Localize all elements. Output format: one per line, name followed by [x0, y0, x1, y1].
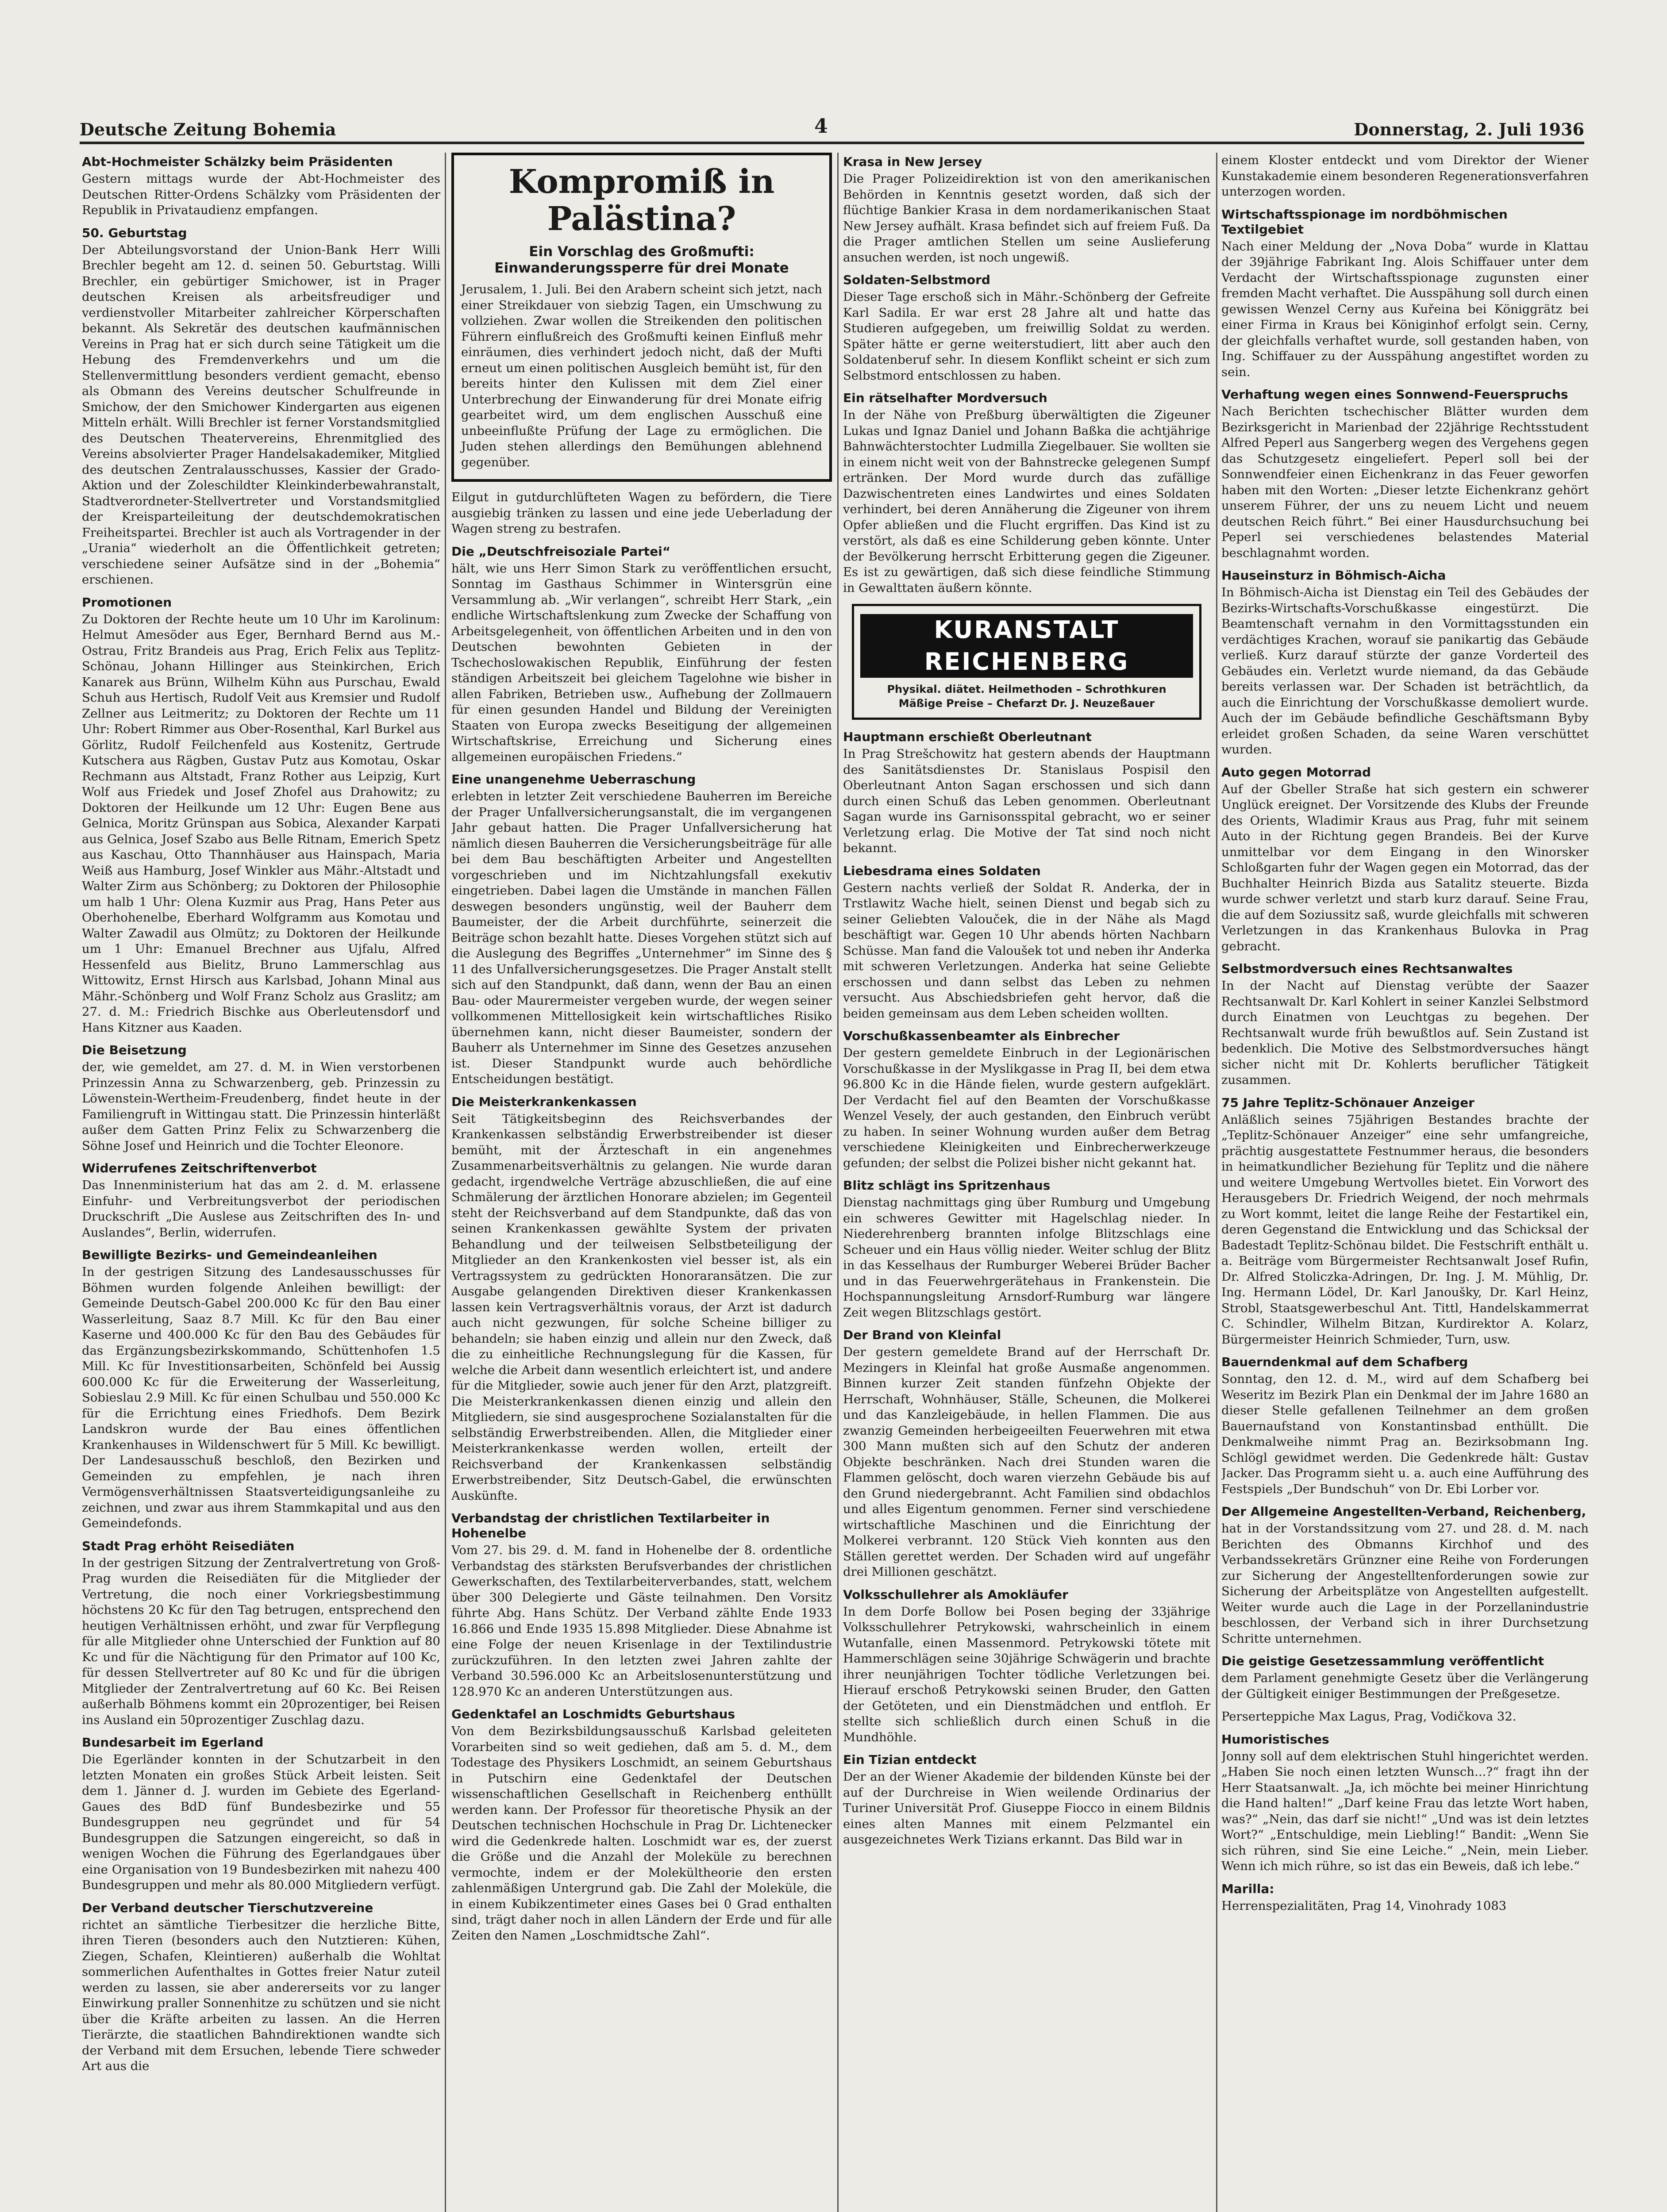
page-number: 4: [814, 115, 828, 138]
column-divider: [1216, 153, 1217, 2212]
ad-title: KURANSTALT REICHENBERG: [860, 614, 1193, 678]
article-body: Von dem Bezirksbildungsausschuß Karlsbad geleiteten Vorarbeiten sind so weit gediehen, daß am 5. d. M., dem Todestage des Physikers Loschmidt, an seinem Geburtshaus in Putschirn eine Gedenktafel der Deutschen wissenschaftlichen Gesellschaft in Reichenberg enthüllt werden kann. Der Professor für theoretische Physik an der Deutschen technischen Hochschule in Prag Dr. Lichtenecker wird die Gedenkrede halten. Loschmidt war es, der zuerst die Größe und die Anzahl der Moleküle zu berechnen vermochte, indem er der Molekültheorie den ersten zahlenmäßigen Untergrund gab. Die Zahl der Moleküle, die in einem Kubikzentimeter eines Gases bei 0 Grad enthalten sind, trägt daher noch in allen Ländern der Erde und für alle Zeiten den Namen „Loschmidtsche Zahl“.: [451, 1724, 832, 1943]
advertisement-kuranstalt: [852, 604, 1201, 720]
article-headline: Ein rätselhafter Mordversuch: [843, 391, 1047, 405]
column-4: [1221, 153, 1589, 2212]
article-body: Vom 27. bis 29. d. M. fand in Hohenelbe der 8. ordentliche Verbandstag des stärksten Berufsverbandes der christlichen Gewerkschaften, des Textilarbeiterverbandes, statt, welchem über 300 Delegierte und Gäste teilnahmen. Den Vorsitz führte Abg. Hans Schütz. Der Verband zählte Ende 1933 16.866 und Ende 1935 15.898 Mitglieder. Diese Abnahme ist eine Folge der neuen Krisenlage in der Textilindustrie zurückzuführen. In den letzten zwei Jahren zahlte der Verband 30.596.000 Kc an Arbeitslosenunterstützung und 128.970 Kc an anderen Unterstützungen aus.: [451, 1543, 832, 1699]
article: [1221, 1504, 1589, 1647]
article-body: Gestern nachts verließ der Soldat R. Anderka, der in Trstlawitz Wache hielt, seinen Dienst und begab sich zu seiner Geliebten Valouček, die in der Nähe als Magd beschäftigt war. Gegen 10 Uhr abends hörten Nachbarn Schüsse. Man fand die Valoušek tot und neben ihr Anderka mit schweren Verletzungen. Anderka hat seine Geliebte erschossen und dann selbst das Leben zu nehmen versucht. Aus Abschiedsbriefen geht hervor, daß die beiden gemeinsam aus dem Leben scheiden wollten.: [843, 880, 1210, 1021]
article-headline: Der Allgemeine Angestellten-Verband, Reichenberg,: [1221, 1504, 1586, 1519]
article-headline: Hauptmann erschießt Oberleutnant: [843, 730, 1092, 744]
feature-body: Jerusalem, 1. Juli. Bei den Arabern scheint sich jetzt, nach einer Streikdauer von siebzig Tagen, ein Umschwung zu vollziehen. Zwar wollen die Streikenden den politischen Führern einflußreich des Großmufti keinen Einfluß mehr einräumen, dies verhindert jedoch nicht, daß der Mufti erneut um einen politischen Ausgleich bemüht ist, für den bereits hinter den Kulissen mit dem Ziel einer Unterbrechung der Einwanderung für drei Monate eifrig gearbeitet wird, um dem englischen Ausschuß eine unbeeinflußte Prüfung der Lage zu ermöglichen. Die Juden stehen allerdings den Bemühungen ablehnend gegenüber.: [461, 282, 822, 469]
article: [1221, 1732, 1589, 1874]
article: [843, 154, 1210, 265]
article-body: In der gestrigen Sitzung der Zentralvertretung von Groß-Prag wurden die Reisediäten für die Mitglieder der Vertretung, die noch einer Vorkriegsbestimmung höchstens 20 Kc für den Tag betrugen, entsprechend den heutigen Verhältnissen erhöht, und zwar für Verpflegung für alle Mitglieder ohne Unterschied der Funktion auf 80 Kc und für die Nächtigung für den Primator auf 100 Kc, für dessen Stellvertreter auf 80 Kc und für die übrigen Mitglieder der Zentralvertretung auf 60 Kc. Bei Reisen außerhalb Böhmens kommt ein 20prozentiger, bei Reisen ins Ausland ein 50prozentiger Zuschlag dazu.: [82, 1555, 440, 1727]
article: [1221, 387, 1589, 561]
page-header: [80, 111, 1584, 146]
article-headline: Der Verband deutscher Tierschutzvereine: [82, 1900, 373, 1915]
article-headline: Stadt Prag erhöht Reisediäten: [82, 1538, 295, 1553]
ad-line-1: Physikal. diätet. Heilmethoden – Schrothkuren: [887, 683, 1167, 695]
article-headline: Krasa in New Jersey: [843, 154, 982, 169]
article-body: Nach einer Meldung der „Nova Doba“ wurde in Klattau der 39jährige Fabrikant Ing. Alois Schiffauer unter dem Verdacht der Wirtschaftsspionage zugunsten einer fremden Macht verhaftet. Die Ausspähung soll durch einen gewissen Wenzel Cerny aus Kuřeina bei Königgrätz bei einer Firma in Kraus bei Königinhof erfolgt sein. Cerny, der gleichfalls verhaftet wurde, soll gestanden haben, von Ing. Schiffauer zu der Ausspähung angestiftet worden zu sein.: [1221, 239, 1589, 379]
article-headline: Abt-Hochmeister Schälzky beim Präsidenten: [82, 154, 393, 169]
article-headline: Volksschullehrer als Amokläufer: [843, 1587, 1068, 1602]
article: [843, 273, 1210, 384]
article-body: In Prag Strešchowitz hat gestern abends der Hauptmann des Sanitätsdienstes Dr. Stanislaus Pospisil den Oberleutnant Anton Sagan erschossen und sich dann durch einen Schuß das Leben genommen. Oberleutnant Sagan wurde ins Garnisonsspital gebracht, wo er seiner Verletzung erlag. Die Motive der Tat sind noch nicht bekannt.: [843, 747, 1210, 855]
article: [451, 1707, 832, 1943]
feature-box: [451, 153, 832, 482]
article: [82, 1161, 440, 1240]
article: [451, 490, 832, 537]
column-1: [82, 153, 440, 2212]
header-rule: [80, 142, 1584, 144]
article-body: In Böhmisch-Aicha ist Dienstag ein Teil des Gebäudes der Bezirks-Wirtschafts-Vorschußkasse eingestürzt. Die Beamtenschaft vernahm in den Vormittagsstunden ein verdächtiges Krachen, worauf sie panikartig das Gebäude verließ. Kurz darauf stürzte der ganze Vorderteil des Gebäudes ein. Verletzt wurde niemand, da das Gebäude bereits verlassen war. Der Schaden ist beträchtlich, da auch die Einrichtung der Vorschußkasse demoliert wurde. Auch der im Gebäude befindliche Geschäftsmann Byby erleidet großen Schaden, da seine Waren verschüttet wurden.: [1221, 585, 1589, 757]
article-headline: Wirtschaftsspionage im nordböhmischen Textilgebiet: [1221, 207, 1508, 237]
article-body: Anläßlich seines 75jährigen Bestandes brachte der „Teplitz-Schönauer Anzeiger“ eine sehr umfangreiche, prächtig ausgestattete Festnummer heraus, die besonders in heimatkundlicher Beziehung für Teplitz und die nähere und weitere Umgebung Wertvolles bietet. Ein Vorwort des Herausgebers Dr. Friedrich Weigend, der noch mehrmals zu Wort kommt, leitet die lange Reihe der Festartikel ein, deren Gegenstand die Entwicklung und das Schicksal der Badestadt Teplitz-Schönau bildet. Die Festschrift enthält u. a. Beiträge vom Bürgermeister Rechtsanwalt Josef Rufin, Dr. Alfred Stoliczka-Adringen, Dr. Ing. J. M. Mühlig, Dr. Ing. Hermann Lödel, Dr. Karl Janoušky, Dr. Karl Heinz, Strobl, Staatsgewerbeschul Ant. Tittl, Handelskammerrat C. Schindler, Wilhelm Bitzan, Kurdirektor A. Kolarz, Bürgermeister Heinrich Schmieder, Turn, usw.: [1221, 1112, 1589, 1347]
article-body: Die Prager Polizeidirektion ist von den amerikanischen Behörden in Kenntnis gesetzt worden, daß sich der flüchtige Bankier Krasa in dem nordamerikanischen Staat New Jersey aufhält. Krasa befindet sich auf freiem Fuß. Da die Prager amtlichen Stellen um seine Auslieferung ansuchen werden, ist noch ungewiß.: [843, 172, 1210, 265]
column-divider: [837, 153, 839, 2212]
article-body: Eilgut in gutdurchlüfteten Wagen zu befördern, die Tiere ausgiebig tränken zu lassen und eine jede Ueberladung der Wagen streng zu bestrafen.: [451, 490, 832, 536]
article-body: In der Nähe von Preßburg überwältigten die Zigeuner Lukas und Ignaz Daniel und Johann Baßka die achtjährige Bahnwächterstochter Ludmilla Ziegelbauer. Sie wollten sie in einem nicht weit von der Bahnstrecke gelegenen Sumpf ertränken. Der Mord wurde durch das zufällige Dazwischentreten eines Landwirtes und eines Soldaten verhindert, bei deren Annäherung die Zigeuner von ihrem Opfer abließen und die Flucht ergriffen. Das Kind ist zu verstört, als daß es eine Schilderung geben könnte. Unter der Bevölkerung herrscht Erbitterung gegen die Zigeuner. Es ist zu gewärtigen, daß sich diese feindliche Stimmung in Gewalttaten äußern könnte.: [843, 408, 1210, 595]
article-body: In der Nacht auf Dienstag verübte der Saazer Rechtsanwalt Dr. Karl Kohlert in seiner Kanzlei Selbstmord durch Einatmen von Leuchtgas zu begehen. Der Rechtsanwalt wurde früh bewußtlos auf. Sein Zustand ist bedenklich. Die Motive des Selbstmordversuches hängt sicher nicht mit Dr. Kohlerts beruflicher Tätigkeit zusammen.: [1221, 979, 1589, 1087]
article-headline: Die Meisterkrankenkassen: [451, 1094, 637, 1109]
article: [1221, 1709, 1589, 1725]
article-body: Zu Doktoren der Rechte heute um 10 Uhr im Karolinum: Helmut Amesöder aus Eger, Bernhard Bernd aus M.-Ostrau, Fritz Brandeis aus Prag, Erich Felix aus Teplitz-Schönau, Johann Hillinger aus Steinkirchen, Erich Kanarek aus Brünn, Wilhelm Kühn aus Purschau, Ewald Schuh aus Hertisch, Rudolf Veit aus Kremsier und Rudolf Zellner aus Leitmeritz; zu Doktoren der Rechte um 11 Uhr: Robert Rimmer aus Ober-Rosenthal, Karl Burkel aus Görlitz, Rudolf Feilchenfeld aus Kostenitz, Gertrude Kutschera aus Rägben, Gustav Putz aus Komotau, Oskar Rechmann aus Altstadt, Franz Rother aus Leipzig, Kurt Wolf aus Friedek und Josef Zhofel aus Drahowitz; zu Doktoren der Heilkunde um 12 Uhr: Eugen Bene aus Gelnica, Moritz Grünspan aus Sobica, Alexander Karpati aus Gelnica, Josef Szabo aus Belle Ritnam, Emerich Spetz aus Kaschau, Otto Thannhäuser aus Hainspach, Maria Weiß aus Hamburg, Josef Winkler aus Mähr.-Altstadt und Walter Zirm aus Schönberg; zu Doktoren der Philosophie um halb 1 Uhr: Olena Kuzmir aus Prag, Hans Peter aus Oberhohenelbe, Eberhard Wolfgramm aus Komotau und Walter Zawadil aus Olmütz; zu Doktoren der Heilkunde um 1 Uhr: Emanuel Brechner aus Ujfalu, Alfred Hessenfeld aus Bielitz, Bruno Lammerschlag aus Wittowitz, Ernst Hirsch aus Karlsbad, Johann Minal aus Mähr.-Schönberg und Wolf Franz Scholz aus Graslitz; am 27. d. M.: Friedrich Bischke aus Oberleutensdorf und Hans Kitzner aus Kaaden.: [82, 612, 440, 1035]
article-body: richtet an sämtliche Tierbesitzer die herzliche Bitte, ihren Tieren (besonders auch den Nutztieren: Kühen, Ziegen, Schafen, Kleintieren) außerhalb die Wohltat sommerlichen Aufenthaltes in Gottes freier Natur zuteil werden zu lassen, sie aber andererseits vor zu langer Einwirkung praller Sonnenhitze zu schützen und sie nicht über die Kräfte arbeiten zu lassen. An die Herren Tierärzte, die staatlichen Bahndirektionen wandte sich der Verband mit dem Ersuchen, lebende Tiere schweder Art aus die: [82, 1917, 440, 2073]
article-body: dem Parlament genehmigte Gesetz über die Verlängerung der Gültigkeit einiger Bestimmungen der Preßgesetze.: [1221, 1671, 1589, 1701]
feature-subtitle: Ein Vorschlag des Großmufti: Einwanderungssperre für drei Monate: [494, 244, 789, 276]
article-headline: Eine unangenehme Ueberraschung: [451, 772, 696, 787]
article-body: Sonntag, den 12. d. M., wird auf dem Schafberg bei Weseritz im Bezirk Plan ein Denkmal der im Jahre 1680 an dieser Stelle gefallenen Teilnehmer an dem großen Bauernaufstand von Konstantinsbad enthüllt. Die Denkmalweihe nimmt Prag an. Bezirksobmann Ing. Schlögl gewidmet werden. Die Gedenkrede hält: Gustav Jacker. Das Programm sieht u. a. auch eine Aufführung des Festspiels „Der Bundschuh“ von Dr. Ebi Lorber vor.: [1221, 1372, 1589, 1496]
article-headline: Selbstmordversuch eines Rechtsanwaltes: [1221, 961, 1513, 976]
article: [82, 1043, 440, 1154]
article: [843, 1587, 1210, 1746]
article-body: Die Egerländer konnten in der Schutzarbeit in den letzten Monaten ein großes Stück Arbeit leisten. Seit dem 1. Jänner d. J. wurden im Gebiete des Egerland-Gaues des BdD fünf Bundesbezirke und 55 Bundesgruppen neu gegründet und für 54 Bundesgruppen die Satzungen eingereicht, so daß in wenigen Wochen die Führung des Egerlandgaues über eine Organisation von 19 Bundesbezirken mit nahezu 400 Bundesgruppen und mehr als 80.000 Mitgliedern verfügt.: [82, 1752, 440, 1892]
column-divider: [445, 153, 446, 2212]
article-headline: Soldaten-Selbstmord: [843, 273, 990, 287]
article-body: Auf der Gbeller Straße hat sich gestern ein schwerer Unglück ereignet. Der Vorsitzende des Klubs der Freunde des Orients, Wladimir Kraus aus Prag, fuhr mit seinem Auto in der Richtung gegen Brandeis. Bei der Kurve unmittelbar vor dem Eingang in den Winorsker Schloßgarten fuhr der Wagen gegen ein Motorrad, das der Buchhalter Heinrich Bizda aus Satalitz steuerte. Bizda wurde schwer verletzt und starb kurz darauf. Seine Frau, die auf dem Soziussitz saß, wurde gleichfalls mit schweren Verletzungen in das Krankenhaus Bulovka in Prag gebracht.: [1221, 782, 1589, 953]
article: [451, 772, 832, 1087]
article-body: Herrenspezialitäten, Prag 14, Vinohrady 1083: [1221, 1898, 1507, 1913]
article: [82, 1901, 440, 2074]
article-headline: Die Beisetzung: [82, 1043, 187, 1057]
article-headline: Der Brand von Kleinfal: [843, 1328, 1001, 1342]
article: [1221, 153, 1589, 200]
article: [451, 1094, 832, 1504]
article: [843, 391, 1210, 596]
article: [82, 1735, 440, 1893]
article: [1221, 568, 1589, 758]
article: [82, 1248, 440, 1532]
column-2: [451, 153, 832, 2212]
article-body: Nach Berichten tschechischer Blätter wurden dem Bezirksgericht in Marienbad der 22jährige Rechtsstudent Alfred Peperl aus Sangerberg wegen des Vergehens gegen das Schutzgesetz eingeliefert. Peperl soll bei der Sonnwendfeier einen Eichenkranz in das Feuer geworfen haben mit den Worten: „Dieser letzte Eichenkranz gehört unserem Führer, der uns zu neuem Licht und neuem deutschen Reich führt.“ Bei einer Hausdurchsuchung bei Peperl sei verschiedenes belastendes Material beschlagnahmt worden.: [1221, 404, 1589, 560]
article: [843, 1328, 1210, 1580]
article: [82, 154, 440, 219]
article-headline: Humoristisches: [1221, 1732, 1329, 1747]
article-body: Perserteppiche Max Lagus, Prag, Vodičkova 32.: [1221, 1709, 1517, 1724]
article-body: Der Abteilungsvorstand der Union-Bank Herr Willi Brechler begeht am 12. d. seinen 50. Geburtstag. Willi Brechler, ein gebürtiger Smichower, ist in Prager deutschen Kreisen als arbeitsfreudiger und verdienstvoller Mitarbeiter zahlreicher Körperschaften bekannt. Als Sekretär des deutschen kaufmännischen Vereins in Prag hat er sich durch seine Tätigkeit um die Hebung des Fremdenverkehrs und um die Stellenvermittlung besonders verdient gemacht, ebenso als Obmann des Vereins deutscher Schulfreunde in Smichow, der den Smichower Kindergarten aus eigenen Mitteln erhält. Willi Brechler ist ferner Vorstandsmitglied des Deutschen Theatervereins, Ehrenmitglied des Vereins absolvierter Prager Handelsakademiker, Mitglied des deutschen Zentralausschusses, Kassier der Grado-Aktion und der Zoleschildter Kleinkinderbewahranstalt, Stadtverordneter-Stellvertreter und Vorstandsmitglied der Kreisparteileitung der deutschdemokratischen Freiheitspartei. Brechler ist auch als Vortragender in der „Urania“ wiederholt an die Öffentlichkeit getreten; verschiedene seiner Aufsätze sind in der „Bohemia“ erschienen.: [82, 242, 440, 587]
issue-date: Donnerstag, 2. Juli 1936: [1354, 119, 1584, 139]
article-headline: Widerrufenes Zeitschriftenverbot: [82, 1161, 317, 1175]
article-headline: Gedenktafel an Loschmidts Geburtshaus: [451, 1707, 735, 1721]
article: [843, 730, 1210, 856]
article: [1221, 765, 1589, 955]
article-body: Gestern mittags wurde der Abt-Hochmeister des Deutschen Ritter-Ordens Schälzky vom Präsidenten der Republik in Privataudienz empfangen.: [82, 172, 440, 217]
article: [1221, 1654, 1589, 1702]
article-body: Jonny soll auf dem elektrischen Stuhl hingerichtet werden. „Haben Sie noch einen letzten Wunsch...?“ fragt ihn der Herr Staatsanwalt. „Ja, ich möchte bei meiner Hinrichtung die Hand halten!“ „Darf keine Frau das letzte Wort haben, was?“ „Nein, das darf sie nicht!“ „Und was ist dein letztes Wort?“ „Entschuldige, mein Liebling!“ Bandit: „Wenn Sie sich rühren, sind Sie eine Leiche.“ „Nein, mein Lieber. Wenn ich mich rühre, so ist das ein Beweis, daß ich lebe.“: [1221, 1749, 1589, 1873]
article-headline: Ein Tizian entdeckt: [843, 1752, 977, 1767]
article: [843, 1752, 1210, 1848]
article-body: Das Innenministerium hat das am 2. d. M. erlassene Einfuhr- und Verbreitungsverbot der periodischen Druckschrift „Die Auslese aus Zeitschriften des In- und Auslandes“, Berlin, widerrufen.: [82, 1178, 440, 1240]
article-body: hält, wie uns Herr Simon Stark zu veröffentlichen ersucht, Sonntag im Gasthaus Schimmer in Wintersgrün eine Versammlung ab. „Wir verlangen“, schreibt Herr Stark, „ein endliche Wirtschaftslenkung zum Zwecke der Schaffung von Arbeitsgelegenheit, von öffentlichen Arbeiten und in den von Deutschen bewohnten Gebieten in der Tschechoslowakischen Republik, Einführung der festen ständigen Arbeitszeit bei gleichem Tagelohne wie bisher in allen Fabriken, Betrieben usw., Aufhebung der Zollmauern für einen gesunden Handel und Bildung der Vereinigten Staaten von Europa zwecks Beseitigung der allgemeinen Wirtschaftskrise, Erreichung und Sicherung eines allgemeinen europäischen Friedens.“: [451, 561, 832, 764]
article-body: einem Kloster entdeckt und vom Direktor der Wiener Kunstakademie einem besonderen Regenerationsverfahren unterzogen worden.: [1221, 153, 1589, 199]
article-body: Der gestern gemeldete Brand auf der Herrschaft Dr. Mezingers in Kleinfal hat große Ausmaße angenommen. Binnen kurzer Zeit standen fünfzehn Objekte der Herrschaft, Wohnhäuser, Ställe, Scheunen, die Molkerei und das Kanzleigebäude, in hellen Flammen. Die aus zwanzig Gemeinden herbeigeeilten Feuerwehren mit etwa 300 Mann mußten sich auf den Schutz der anderen Objekte beschränken. Nach drei Stunden waren die Flammen gelöscht, doch waren vierzehn Gebäude bis auf den Grund niedergebrannt. Acht Familien sind obdachlos und alles Eigentum genommen. Ferner sind verschiedene wirtschaftliche Maschinen und die Einrichtung der Molkerei verbrannt. 120 Stück Vieh konnten aus den Ställen gerettet werden. Der Schaden wird auf ungefähr drei Millionen geschätzt.: [843, 1345, 1210, 1579]
article: [843, 1178, 1210, 1321]
article: [451, 544, 832, 765]
article-body: Der an der Wiener Akademie der bildenden Künste bei der auf der Durchreise in Wien weilende Ordinarius der Turiner Universität Prof. Giuseppe Fiocco in einem Bildnis eines alten Mannes mit einem Pelzmantel ein ausgezeichnetes Werk Tizians erkannt. Das Bild war in: [843, 1770, 1210, 1847]
article-body: hat in der Vorstandssitzung vom 27. und 28. d. M. nach Berichten des Obmanns Kirchhof und des Verbandssekretärs Grünzner eine Reihe von Forderungen zur Sicherung der Angestelltenforderungen sowie zur Sicherung der Arbeitsplätze von Angestellten aufgestellt. Weiter wurde auch die Lage in der Porzellanindustrie beschlossen, der Verband sich in ihrer Durchsetzung Schritte unternehmen.: [1221, 1521, 1589, 1646]
article-body: erlebten in letzter Zeit verschiedene Bauherren im Bereiche der Prager Unfallversicherungsanstalt, die im vergangenen Jahr gebaut hatten. Die Prager Unfallversicherung hat nämlich diesen Bauherren die Versicherungsbeiträge für alle bei dem Bau beschäftigten Arbeiter und Angestellten vorgeschrieben und im Nichtzahlungsfall exekutiv eingetrieben. Dabei lagen die Umstände in manchen Fällen deswegen besonders ungünstig, weil der Bauherr dem Baumeister, der die Arbeit durchführte, seinerzeit die Beiträge schon bezahlt hatte. Dieses Vorgehen stützt sich auf die Auslegung des Begriffes „Unternehmer“ im Sinne des § 11 des Unfallversicherungsgesetzes. Die Prager Anstalt stellt sich auf den Standpunkt, daß dann, wenn der Bau an einen Bau- oder Maurermeister vergeben wurde, der wegen seiner vollkommenen Mittellosigkeit kein wirtschaftliches Risiko übernehmen kann, nicht dieser Baumeister, sondern der Bauherr als Unternehmer im Sinne des Gesetzes anzusehen ist. Dieser Standpunkt wurde auch behördliche Entscheidungen bestätigt.: [451, 789, 832, 1086]
article-headline: Hauseinsturz in Böhmisch-Aicha: [1221, 568, 1446, 583]
article: [82, 226, 440, 588]
article-headline: Bewilligte Bezirks- und Gemeindeanleihen: [82, 1248, 377, 1262]
article: [843, 1029, 1210, 1171]
article-headline: Promotionen: [82, 595, 172, 610]
ad-line-2: Mäßige Preise – Chefarzt Dr. J. Neuzeßauer: [898, 697, 1155, 710]
article-headline: Die „Deutschfreisoziale Partei“: [451, 544, 671, 559]
article-headline: Vorschußkassenbeamter als Einbrecher: [843, 1029, 1120, 1043]
article: [82, 595, 440, 1036]
article-headline: Bundesarbeit im Egerland: [82, 1735, 264, 1750]
feature-headline: Kompromiß in Palästina?: [508, 163, 775, 238]
article: [843, 864, 1210, 1022]
article-body: Dienstag nachmittags ging über Rumburg und Umgebung ein schweres Gewitter mit Hagelschlag nieder. In Niederehrenberg brannten infolge Blitzschlags eine Scheuer und ein Haus völlig nieder. Weiter schlug der Blitz in das Kesselhaus der Rumburger Weberei Brüder Bacher und in das Feuerwehrgerätehaus in Frankenstein. Die Hochspannungsleitung Arnsdorf-Rumburg war längere Zeit wegen Blitzschlags gestört.: [843, 1195, 1210, 1320]
article: [1221, 961, 1589, 1088]
article-body: In dem Dorfe Bollow bei Posen beging der 33jährige Volksschullehrer Petrykowski, wahrscheinlich in einem Wutanfalle, einen Massenmord. Petrykowski tötete mit Hammerschlägen seine 30jährige Schwägerin und brachte ihrer neunjährigen Tochter tödliche Verletzungen bei. Hierauf erschoß Petrykowski seinen Bruder, den Gatten der Getöteten, und ein Dienstmädchen und entfloh. Er stellte sich schließlich durch einen Schuß in die Mundhöhle.: [843, 1604, 1210, 1744]
paper-name: Deutsche Zeitung Bohemia: [80, 119, 336, 139]
article-headline: 50. Geburtstag: [82, 225, 187, 240]
article-body: Der gestern gemeldete Einbruch in der Legionärischen Vorschußkasse in der Myslikgasse in Prag II, bei dem etwa 96.800 Kc in die Hände fielen, wurde gestern aufgeklärt. Der Verdacht fiel auf den Beamten der Vorschußkasse Wenzel Vesely, der auch gestanden, den Einbruch verübt zu haben. In seiner Wohnung wurden außer dem Betrag verschiedene Kleinigkeiten und Einbrecherwerkzeuge gefunden; der selbst die Polizei bisher nicht gekannt hat.: [843, 1046, 1210, 1170]
article-body: Dieser Tage erschoß sich in Mähr.-Schönberg der Gefreite Karl Sadila. Er war erst 28 Jahre alt und hatte das Studieren aufgegeben, um freiwillig Soldat zu werden. Später hätte er gerne weiterstudiert, litt aber auch den Soldatenberuf sehr. In diesem Konflikt scheint er sich zum Selbstmord entschlossen zu haben.: [843, 290, 1210, 383]
article: [1221, 1882, 1589, 1914]
article-headline: Verbandstag der christlichen Textilarbeiter in Hohenelbe: [451, 1511, 770, 1540]
article-headline: Verhaftung wegen eines Sonnwend-Feuerspruchs: [1221, 387, 1568, 402]
article-headline: Liebesdrama eines Soldaten: [843, 863, 1041, 878]
article-headline: Bauerndenkmal auf dem Schafberg: [1221, 1355, 1468, 1369]
article-headline: Marilla:: [1221, 1881, 1274, 1896]
article-body: Seit Tätigkeitsbeginn des Reichsverbandes der Krankenkassen selbständig Erwerbstreibender ist dieser bemüht, mit der Ärzteschaft in ein angenehmes Zusammenarbeitsverhältnis zu gelangen. Nie wurde daran gedacht, irgendwelche Verträge abzuschließen, die auf eine Schmälerung der ärztlichen Honorare abzielen; im Gegenteil steht der Reichsverband auf dem Standpunkte, daß das von seinen Krankenkassen gewählte System der privaten Behandlung und der teilweisen Selbstbeteiligung der Mitglieder an den Krankenkosten viel besser ist, als ein Vertragssystem zu gedrückten Honoraransätzen. Die zur Ausgabe gelangenden Direktiven dieser Krankenkassen lassen kein Vertragsverhältnis voraus, der Arzt ist dadurch auch nicht gezwungen, für solche Scheine billiger zu behandeln; sie haben einzig und allein nur den Zweck, daß die zu einheitliche Rechnungslegung für die Kassen, für welche die Arbeit dann wesentlich erleichtert ist, und andere für die Mitglieder, sowie auch jener für den Arzt, platzgreift. Die Meisterkrankenkassen dienen einzig und allein den Mitgliedern, sie sind ausgesprochene Sozialanstalten für die selbständig Erwerbstreibenden. Allen, die Mitglieder einer Meisterkrankenkasse werden wollen, erteilt der Reichsverband der Krankenkassen selbständig Erwerbstreibender, Sitz Deutsch-Gabel, die erwünschten Auskünfte.: [451, 1111, 832, 1503]
article: [1221, 207, 1589, 380]
article-body: der, wie gemeldet, am 27. d. M. in Wien verstorbenen Prinzessin Anna zu Schwarzenberg, geb. Prinzessin zu Löwenstein-Wertheim-Freudenberg, findet heute in der Familiengruft in Wittingau statt. Die Prinzessin hinterläßt außer dem Gatten Prinz Felix zu Schwarzenberg die Söhne Josef und Heinrich und die Tochter Eleonore.: [82, 1060, 440, 1153]
article: [1221, 1355, 1589, 1497]
article-headline: Die geistige Gesetzessammlung veröffentlicht: [1221, 1654, 1544, 1668]
column-3: [843, 153, 1210, 2212]
article-body: In der gestrigen Sitzung des Landesausschusses für Böhmen wurden folgende Anleihen bewilligt: der Gemeinde Deutsch-Gabel 200.000 Kc für den Bau einer Wasserleitung, Saaz 8.7 Mill. Kc für den Bau einer Kaserne und 400.000 Kc für den Bau des Gebäudes für das Ergänzungsbezirkskommando, Schüttenhofen 1.5 Mill. Kc für Investitionsarbeiten, Schönfeld bei Aussig 600.000 Kc für die Erweiterung der Wasserleitung, Sobieslau 2.9 Mill. Kc für einen Schulbau und 550.000 Kc für die Errichtung eines Friedhofs. Dem Bezirk Landskron wurde der Bau eines öffentlichen Krankenhauses in Wildenschwert für 5 Mill. Kc bewilligt. Der Landesausschuß beschloß, den Bezirken und Gemeinden zu empfehlen, je nach ihren Vermögensverhältnissen Staatsverteidigungsanleihe zu zeichnen, und zwar aus ihrem Stammkapital und aus den Gemeindefonds.: [82, 1265, 440, 1530]
article-headline: Auto gegen Motorrad: [1221, 764, 1371, 780]
article: [82, 1539, 440, 1728]
article: [451, 1511, 832, 1700]
article-headline: Blitz schlägt ins Spritzenhaus: [843, 1178, 1051, 1193]
article-headline: 75 Jahre Teplitz-Schönauer Anzeiger: [1221, 1095, 1475, 1110]
article: [1221, 1095, 1589, 1348]
